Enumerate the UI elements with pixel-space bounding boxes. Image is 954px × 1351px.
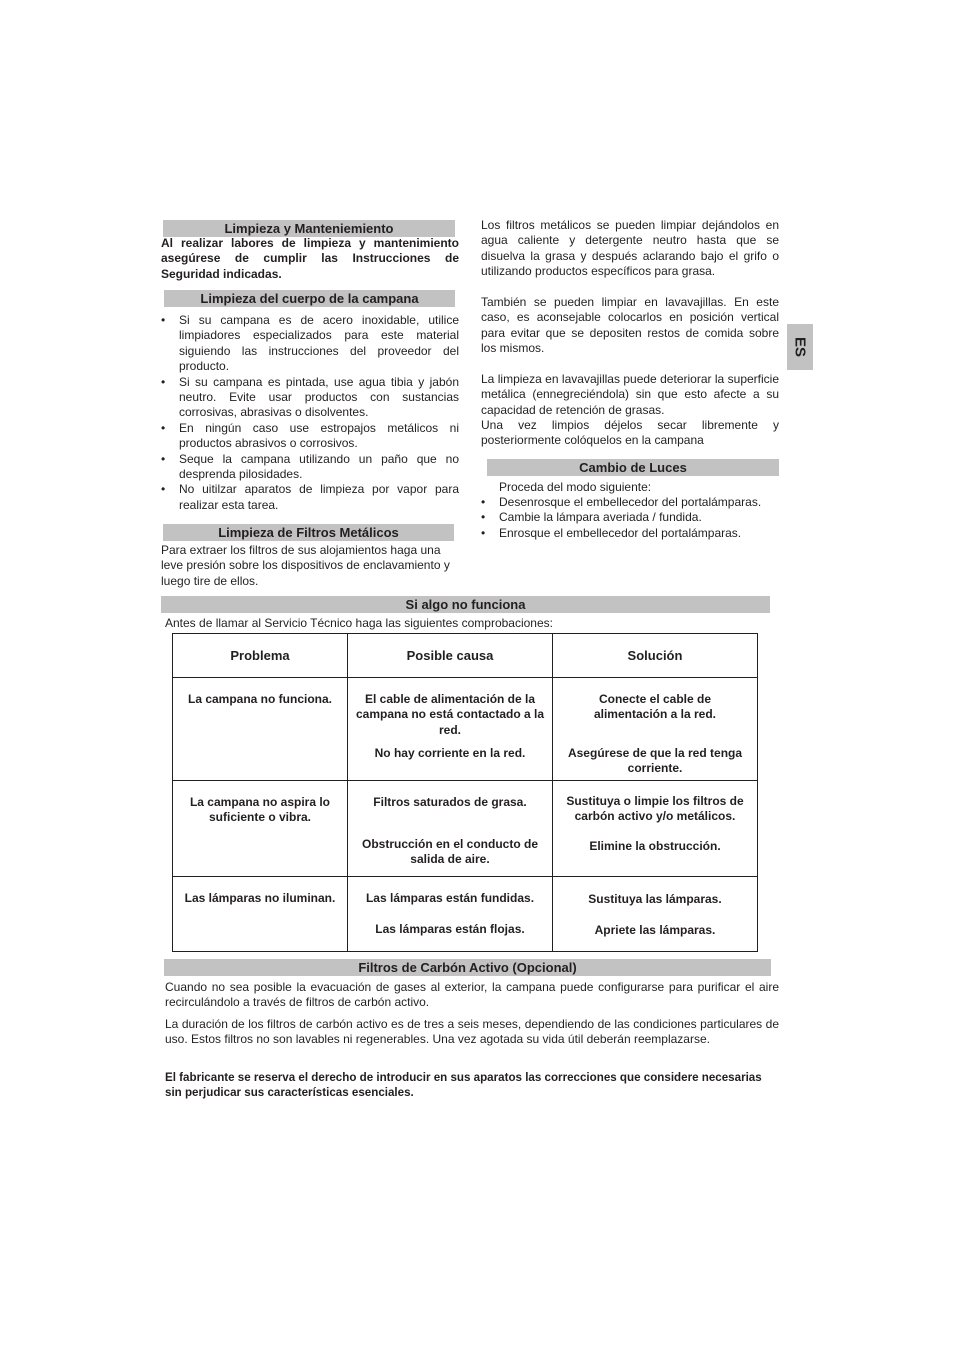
problem-cell: La campana no aspira lo suficiente o vibra. (189, 795, 331, 825)
table-row (173, 678, 758, 781)
filtros-text: Para extraer los filtros de sus alojamientos haga una leve presión sobre los dispositivos de enclavamiento y luego tire de ellos. (161, 543, 450, 588)
list-item: • En ningún caso use estropajos metálicos ni productos abrasivos o corrosivos. (161, 421, 459, 452)
cause-cell: Filtros saturados de grasa. (373, 795, 527, 809)
table-row (173, 781, 758, 877)
solution-cell: Sustituya o limpie los filtros de carbón activo y/o metálicos. (566, 794, 744, 824)
solution-cell: Elimine la obstrucción. (589, 839, 721, 853)
section-header-carbon: Filtros de Carbón Activo (Opcional) (164, 959, 771, 976)
problem-cell: Las lámparas no iluminan. (184, 891, 336, 905)
list-item: • Si su campana es de acero inoxidable, utilice limpiadores especializados para este material siguiendo las instrucciones del proveedor del producto. (161, 313, 459, 375)
column-header-solucion: Solución (553, 634, 758, 678)
solution-cell: Apriete las lámparas. (594, 923, 716, 937)
cuerpo-list (161, 313, 459, 513)
right-paragraph-4: Una vez limpios déjelos secar libremente y posteriormente colóquelos en la campana (481, 418, 779, 448)
luces-list (481, 495, 779, 541)
section-header-trouble: Si algo no funciona (161, 596, 770, 613)
carbon-paragraph-2: La duración de los filtros de carbón activo es de tres a seis meses, dependiendo de las condiciones particulares de uso. Estos filtros no son lavables ni regenerables. Una vez agotada su vida útil deberán reemplazarse. (165, 1017, 779, 1047)
table-row (173, 877, 758, 952)
cause-cell: Obstrucción en el conducto de salida de aire. (361, 837, 539, 867)
solution-cell: Conecte el cable de alimentación a la red. (593, 692, 717, 722)
cause-cell: El cable de alimentación de la campana no está contactado a la red. (355, 692, 545, 737)
luces-intro: Proceda del modo siguiente: (499, 480, 652, 494)
list-item: • Si su campana es pintada, use agua tibia y jabón neutro. Evite usar productos con sustancias corrosivas, abrasivas o disolventes. (161, 375, 459, 421)
language-tab (787, 324, 813, 370)
list-item: • Enrosque el embellecedor del portalámparas. (481, 526, 779, 541)
carbon-paragraph-1: Cuando no sea posible la evacuación de gases al exterior, la campana puede configurarse para purificar el aire recirculándolo a través de filtros de carbón activo. (165, 980, 779, 1010)
problem-cell: La campana no funciona. (187, 692, 333, 706)
manufacturer-notice: El fabricante se reserva el derecho de introducir en sus aparatos las correcciones que considere necesarias sin perjudicar sus características esenciales. (165, 1071, 762, 1100)
cause-cell: No hay corriente en la red. (374, 746, 526, 760)
cause-cell: Las lámparas están flojas. (375, 922, 525, 936)
cause-cell: Las lámparas están fundidas. (365, 891, 535, 905)
column-header-problema: Problema (173, 634, 348, 678)
list-item: • Seque la campana utilizando un paño que no desprenda pilosidades. (161, 452, 459, 483)
table-header-row (173, 634, 758, 678)
list-item: • Cambie la lámpara averiada / fundida. (481, 510, 779, 525)
column-header-causa: Posible causa (348, 634, 553, 678)
right-paragraph-2: También se pueden limpiar en lavavajillas. En este caso, es aconsejable colocarlos en posición vertical para evitar que se depositen restos de comida sobre los mismos. (481, 295, 779, 356)
section-header-limpieza: Limpieza y Manteniemiento (163, 220, 455, 237)
solution-cell: Sustituya las lámparas. (588, 892, 722, 906)
troubleshooting-table (172, 633, 758, 952)
right-paragraph-3: La limpieza en lavavajillas puede deteriorar la superficie metálica (ennegreciéndola) sin que esto afecte a su capacidad de retención de grasas. (481, 372, 779, 417)
section-header-cuerpo: Limpieza del cuerpo de la campana (164, 290, 455, 307)
list-item: • Desenrosque el embellecedor del portalámparas. (481, 495, 779, 510)
solution-cell: Asegúrese de que la red tenga corriente. (567, 746, 743, 776)
section-header-filtros: Limpieza de Filtros Metálicos (163, 524, 454, 541)
limpieza-warning: Al realizar labores de limpieza y mantenimiento asegúrese de cumplir las Instrucciones de Seguridad indicadas. (161, 236, 459, 281)
list-item: • No uitilzar aparatos de limpieza por vapor para realizar esta tarea. (161, 482, 459, 513)
language-tab-label: ES (791, 336, 809, 358)
right-paragraph-1: Los filtros metálicos se pueden limpiar dejándolos en agua caliente y detergente neutro hasta que se disuelva la grasa y después aclarando bajo el grifo o utilizando productos específicos para grasa. (481, 218, 779, 279)
trouble-intro: Antes de llamar al Servicio Técnico haga las siguientes comprobaciones: (165, 616, 553, 630)
section-header-luces: Cambio de Luces (487, 459, 779, 476)
